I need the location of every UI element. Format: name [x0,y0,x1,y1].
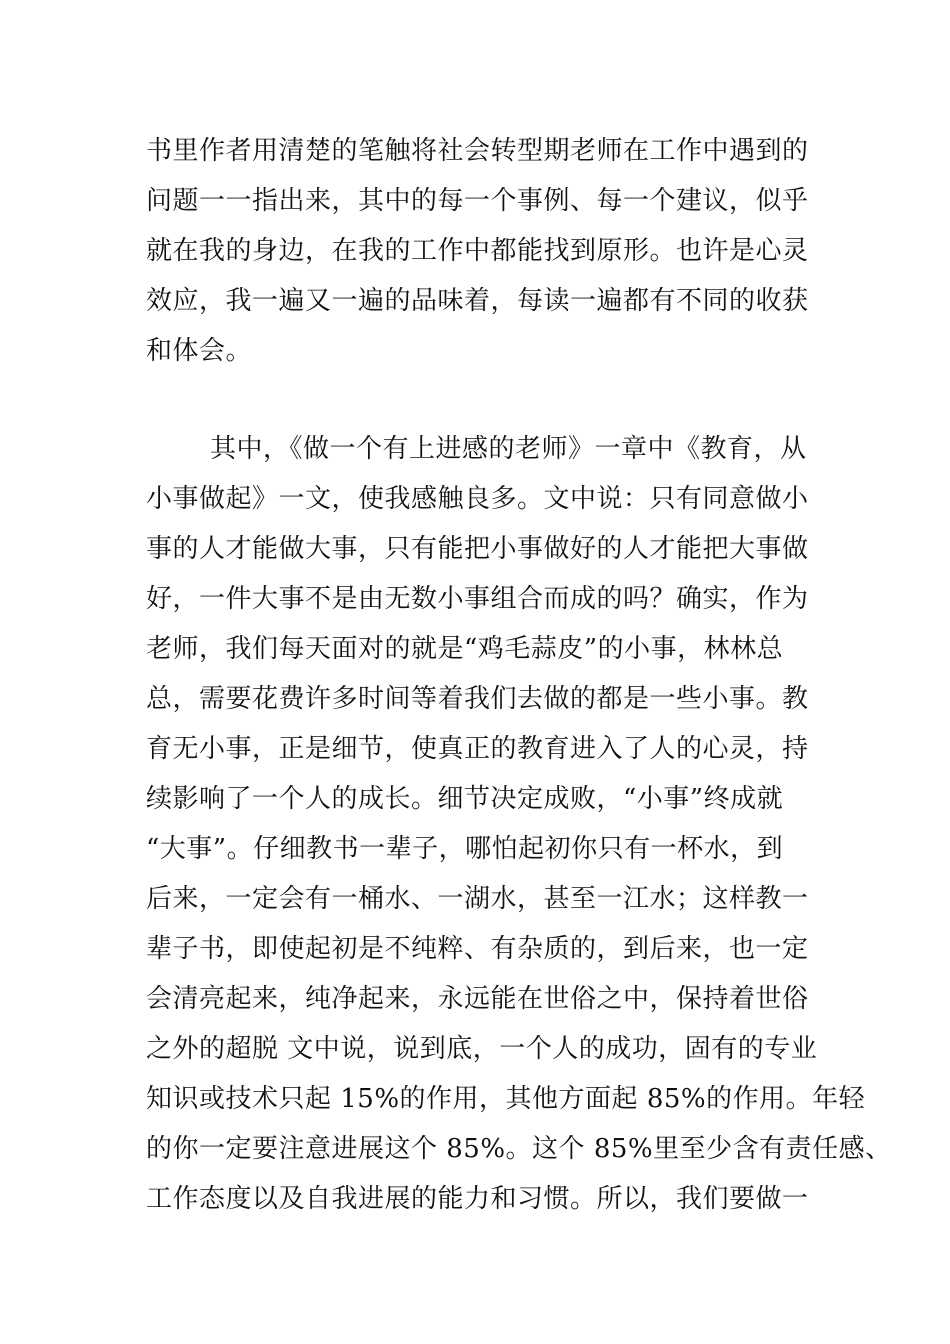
text-line: 总，需要花费许多时间等着我们去做的都是一些小事。教 [146,684,809,714]
text-line: 和体会。 [146,336,253,366]
text-line: 的你一定要注意进展这个 85%。这个 85%里至少含有责任感、 [146,1134,892,1164]
text-line: 会清亮起来，纯净起来，永远能在世俗之中，保持着世俗 [146,984,809,1014]
text-line: 其中，《做一个有上进感的老师》一章中《教育，从 [210,434,807,464]
text-line: 好，一件大事不是由无数小事组合而成的吗？确实，作为 [146,584,809,614]
text-line: 辈子书，即使起初是不纯粹、有杂质的，到后来，也一定 [146,934,809,964]
text-line: 后来，一定会有一桶水、一湖水，甚至一江水；这样教一 [146,884,809,914]
text-line: 老师，我们每天面对的就是“鸡毛蒜皮”的小事，林林总 [146,634,784,664]
text-line: 续影响了一个人的成长。细节决定成败，“小事”终成就 [146,784,784,814]
text-line: “大事”。仔细教书一辈子，哪怕起初你只有一杯水，到 [146,834,784,864]
text-line: 就在我的身边，在我的工作中都能找到原形。也许是心灵 [146,236,809,266]
text-line: 小事做起》一文，使我感触良多。文中说：只有同意做小 [146,484,809,514]
text-line: 书里作者用清楚的笔触将社会转型期老师在工作中遇到的 [146,136,809,166]
text-line: 工作态度以及自我进展的能力和习惯。所以，我们要做一 [146,1184,809,1214]
text-line: 效应，我一遍又一遍的品味着，每读一遍都有不同的收获 [146,286,809,316]
text-line: 育无小事，正是细节，使真正的教育进入了人的心灵，持 [146,734,809,764]
text-line: 问题一一指出来，其中的每一个事例、每一个建议，似乎 [146,186,809,216]
text-line: 事的人才能做大事，只有能把小事做好的人才能把大事做 [146,534,809,564]
text-line: 之外的超脱 文中说，说到底，一个人的成功，固有的专业 [146,1034,818,1064]
text-line: 知识或技术只起 15%的作用，其他方面起 85%的作用。年轻 [146,1084,866,1114]
